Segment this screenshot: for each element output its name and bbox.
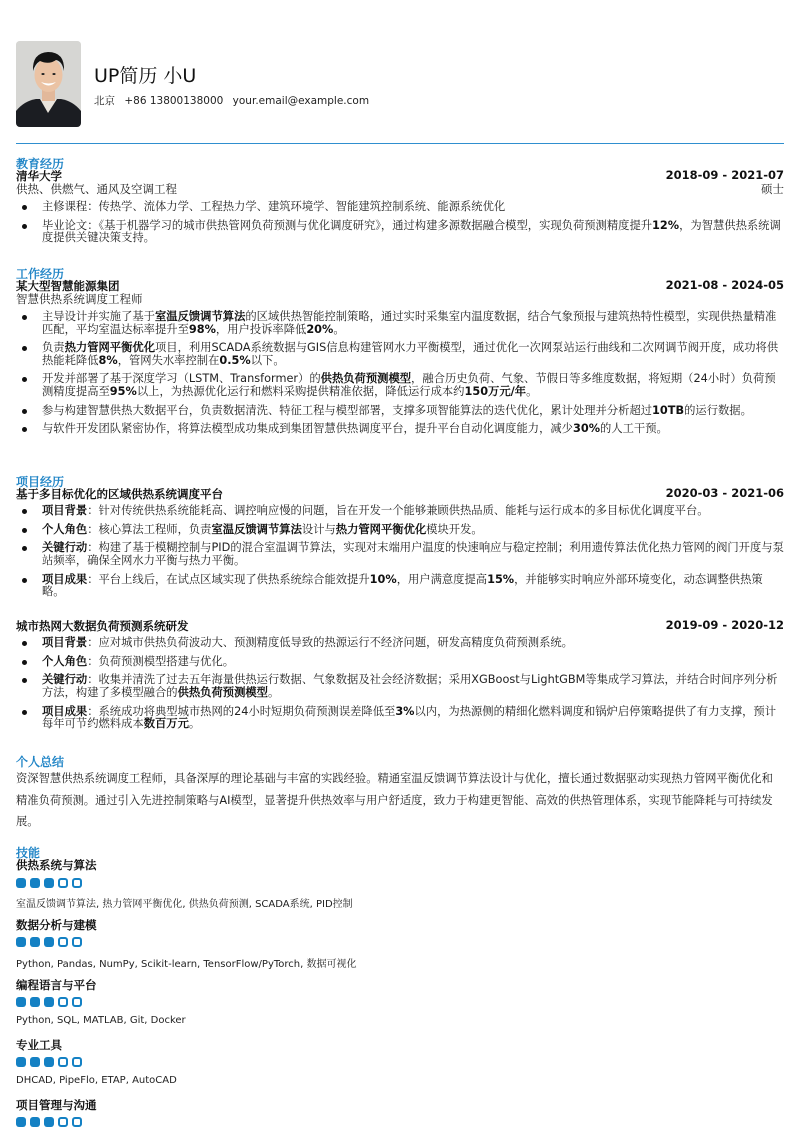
work-dates: 2021-08 - 2024-05 <box>665 278 784 292</box>
degree: 硕士 <box>761 182 784 196</box>
contact-info <box>94 93 375 108</box>
major: 供热、供燃气、通风及空调工程 <box>16 182 177 196</box>
empty-dot-icon <box>58 1117 68 1127</box>
filled-dot-icon <box>16 937 26 947</box>
bullet-item: 项目背景：应对城市供热负荷波动大、预测精度低导致的热源运行不经济问题，研发高精度负荷预测系统。 <box>16 637 784 650</box>
bullet-item: 项目成果：系统成功将典型城市热网的24小时短期负荷预测误差降低至3%以内，为热源侧的精细化燃料调度和锅炉启停策略提供了有力支撑，预计每年可节约燃料成本数百万元。 <box>16 706 784 731</box>
phone[interactable]: +86 13800138000 <box>124 95 224 107</box>
filled-dot-icon <box>44 937 54 947</box>
filled-dot-icon <box>16 1117 26 1127</box>
summary-text: 资深智慧供热系统调度工程师，具备深厚的理论基础与丰富的实践经验。精通室温反馈调节算法设计与优化，擅长通过数据驱动实现热力管网平衡优化和精准负荷预测。通过引入先进控制策略与AI模型，显著提升供热效率与用户舒适度，致力于构建更智能、高效的供热管理体系，实现节能降耗与可持续发展。 <box>16 772 773 828</box>
bullet-item: 开发并部署了基于深度学习（LSTM、Transformer）的供热负荷预测模型，融合历史负荷、气象、节假日等多维度数据，将短期（24小时）负荷预测精度提高至95%以上，为热源优化运行和燃料采购提供精准依据，降低运行成本约150万元/年。 <box>16 373 784 398</box>
bullet-item: 参与构建智慧供热大数据平台，负责数据清洗、特征工程与模型部署，支撑多项智能算法的迭代优化，累计处理并分析超过10TB的运行数据。 <box>16 405 784 418</box>
skill-name: 项目管理与沟通 <box>16 1098 97 1112</box>
empty-dot-icon <box>58 878 68 888</box>
bullet-item: 个人角色：核心算法工程师，负责室温反馈调节算法设计与热力管网平衡优化模块开发。 <box>16 524 784 537</box>
skill-level-rating <box>16 1057 82 1067</box>
work-bullets <box>16 311 784 442</box>
empty-dot-icon <box>72 997 82 1007</box>
filled-dot-icon <box>44 997 54 1007</box>
filled-dot-icon <box>16 878 26 888</box>
filled-dot-icon <box>30 937 40 947</box>
skill-description: Python, Pandas, NumPy, Scikit-learn, TensorFlow/PyTorch, 数据可视化 <box>16 959 357 970</box>
bullet-item: 关键行动：构建了基于模糊控制与PID的混合室温调节算法，实现对末端用户温度的快速响应与稳定控制；利用遗传算法优化热力管网的阀门开度与泵站频率，确保全网水力平衡与热力平衡。 <box>16 542 784 567</box>
skill-level-rating <box>16 937 82 947</box>
school-name: 清华大学 <box>16 169 62 183</box>
bullet-item: 个人角色：负荷预测模型搭建与优化。 <box>16 656 784 669</box>
email[interactable]: your.email@example.com <box>232 95 370 107</box>
skill-level-rating <box>16 1117 82 1127</box>
empty-dot-icon <box>72 937 82 947</box>
filled-dot-icon <box>44 878 54 888</box>
education-dates: 2018-09 - 2021-07 <box>665 168 784 182</box>
bullet-item: 主导设计并实施了基于室温反馈调节算法的区域供热智能控制策略，通过实时采集室内温度数据，结合气象预报与建筑热特性模型，实现供热量精准匹配，平均室温达标率提升至98%，用户投诉率降低20%。 <box>16 311 784 336</box>
bullet-item: 与软件开发团队紧密协作，将算法模型成功集成到集团智慧供热调度平台，提升平台自动化调度能力，减少30%的人工干预。 <box>16 423 784 436</box>
skill-name: 专业工具 <box>16 1038 62 1052</box>
education-bullets <box>16 201 784 251</box>
bullet-item: 项目背景：针对传统供热系统能耗高、调控响应慢的问题，旨在开发一个能够兼顾供热品质、能耗与运行成本的多目标优化调度平台。 <box>16 505 784 518</box>
section-title-summary: 个人总结 <box>16 755 65 769</box>
empty-dot-icon <box>58 937 68 947</box>
empty-dot-icon <box>72 1117 82 1127</box>
project-bullets <box>16 637 784 737</box>
section-title-projects: 项目经历 <box>16 475 65 489</box>
empty-dot-icon <box>58 1057 68 1067</box>
city: 北京 <box>94 95 115 107</box>
skill-name: 编程语言与平台 <box>16 978 97 992</box>
section-title-education: 教育经历 <box>16 157 65 171</box>
skill-description: 室温反馈调节算法, 热力管网平衡优化, 供热负荷预测, SCADA系统, PID控制 <box>16 899 353 910</box>
bullet-item: 项目成果：平台上线后，在试点区域实现了供热系统综合能效提升10%，用户满意度提高15%，并能够实时响应外部环境变化，动态调整供热策略。 <box>16 574 784 599</box>
section-title-skills: 技能 <box>16 846 41 860</box>
resume-header <box>16 41 784 127</box>
empty-dot-icon <box>72 878 82 888</box>
filled-dot-icon <box>30 1117 40 1127</box>
project-dates: 2019-09 - 2020-12 <box>665 618 784 632</box>
candidate-name: UP简历 小U <box>94 65 197 87</box>
filled-dot-icon <box>30 997 40 1007</box>
empty-dot-icon <box>72 1057 82 1067</box>
filled-dot-icon <box>16 1057 26 1067</box>
company-name: 某大型智慧能源集团 <box>16 279 120 293</box>
skill-name: 供热系统与算法 <box>16 858 97 872</box>
bullet-item: 毕业论文：《基于机器学习的城市供热管网负荷预测与优化调度研究》，通过构建多源数据融合模型，实现负荷预测精度提升12%，为智慧供热系统调度提供关键决策支持。 <box>16 220 784 245</box>
project-dates: 2020-03 - 2021-06 <box>665 486 784 500</box>
job-role: 智慧供热系统调度工程师 <box>16 292 143 306</box>
profile-photo <box>16 41 81 127</box>
skill-level-rating <box>16 997 82 1007</box>
filled-dot-icon <box>44 1057 54 1067</box>
empty-dot-icon <box>58 997 68 1007</box>
project-name: 基于多目标优化的区域供热系统调度平台 <box>16 487 223 501</box>
header-divider <box>16 143 784 144</box>
portrait-icon <box>16 41 81 127</box>
bullet-item: 负责热力管网平衡优化项目，利用SCADA系统数据与GIS信息构建管网水力平衡模型，通过优化一次网泵站运行曲线和二次网调节阀开度，成功将供热能耗降低8%，管网失水率控制在0.5%以下。 <box>16 342 784 367</box>
project-bullets <box>16 505 784 605</box>
filled-dot-icon <box>30 878 40 888</box>
bullet-item: 关键行动：收集并清洗了过去五年海量供热运行数据、气象数据及社会经济数据；采用XGBoost与LightGBM等集成学习算法，并结合时间序列分析方法，构建了多模型融合的供热负荷预测模型。 <box>16 674 784 699</box>
project-name: 城市热网大数据负荷预测系统研发 <box>16 619 189 633</box>
section-title-work: 工作经历 <box>16 267 65 281</box>
skill-name: 数据分析与建模 <box>16 918 97 932</box>
skill-description: DHCAD, PipeFlo, ETAP, AutoCAD <box>16 1075 177 1086</box>
bullet-item: 主修课程：传热学、流体力学、工程热力学、建筑环境学、智能建筑控制系统、能源系统优化 <box>16 201 784 214</box>
filled-dot-icon <box>30 1057 40 1067</box>
skill-level-rating <box>16 878 82 888</box>
filled-dot-icon <box>16 997 26 1007</box>
filled-dot-icon <box>44 1117 54 1127</box>
skill-description: Python, SQL, MATLAB, Git, Docker <box>16 1015 186 1026</box>
